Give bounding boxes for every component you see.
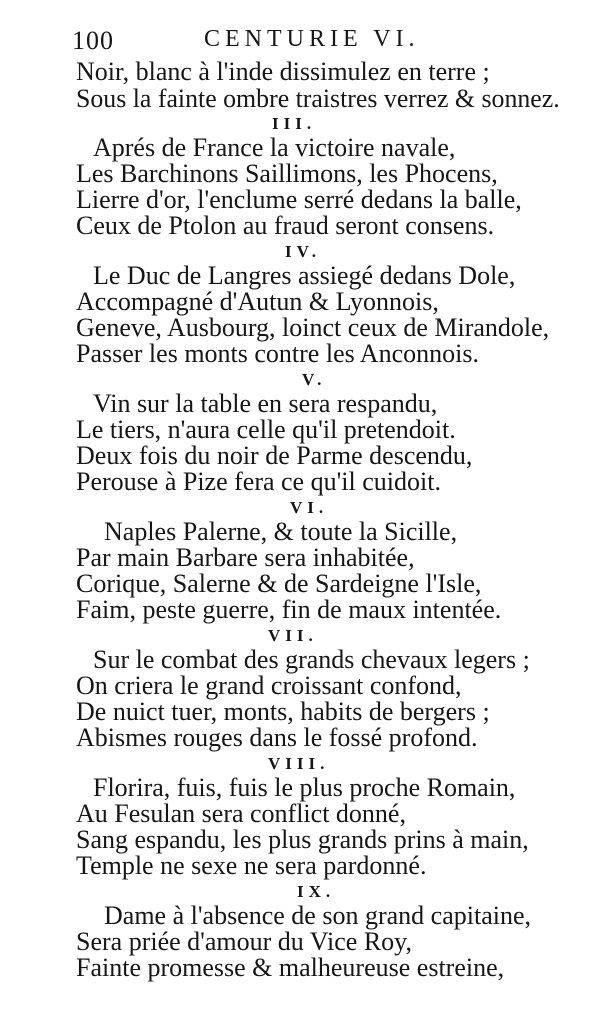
quatrain-numeral: VII. — [268, 626, 318, 645]
quatrain-numeral: III. — [272, 114, 317, 133]
verse-line: Lierre d'or, l'enclume serré dedans la balle, — [76, 185, 522, 214]
quatrain-numeral: VI. — [290, 498, 329, 517]
quatrain-numeral: V. — [302, 370, 327, 389]
verse-line: Sur le combat des grands chevaux legers ; — [93, 645, 530, 674]
verse-line: On criera le grand croissant confond, — [76, 671, 462, 700]
verse-line: Fainte promesse & malheureuse estreine, — [76, 953, 505, 982]
verse-line: Sang espandu, les plus grands prins à main, — [76, 825, 529, 854]
verse-line: Aprés de France la victoire navale, — [93, 133, 456, 162]
verse-line: Sera priée d'amour du Vice Roy, — [76, 927, 412, 956]
running-title: CENTURIE VI. — [204, 26, 420, 52]
verse-line: Geneve, Ausbourg, loinct ceux de Mirandole, — [76, 313, 550, 342]
verse-line: Dame à l'absence de son grand capitaine, — [104, 901, 531, 930]
verse-line: Corique, Salerne & de Sardeigne l'Isle, — [76, 569, 482, 598]
quatrain-numeral: VIII. — [268, 754, 330, 773]
verse-line: Vin sur la table en sera respandu, — [93, 389, 438, 418]
verse-line: Abismes rouges dans le fossé profond. — [76, 723, 478, 752]
verse-line: Par main Barbare sera inhabitée, — [76, 543, 415, 572]
verse-line: Florira, fuis, fuis le plus proche Romain, — [93, 773, 516, 802]
verse-line: Deux fois du noir de Parme descendu, — [76, 441, 473, 470]
verse-line: Accompagné d'Autun & Lyonnois, — [76, 287, 439, 316]
page-number: 100 — [72, 26, 114, 55]
quatrain-numeral: IV. — [285, 242, 321, 261]
verse-line: De nuict tuer, monts, habits de bergers ; — [76, 697, 490, 726]
quatrain-numeral: IX. — [297, 882, 336, 901]
verse-line: Ceux de Ptolon au fraud seront consens. — [76, 211, 495, 240]
verse-line: Sous la fainte ombre traistres verrez & sonnez. — [76, 84, 560, 113]
verse-line: Noir, blanc à l'inde dissimulez en terre ; — [76, 57, 490, 86]
verse-line: Les Barchinons Saillimons, les Phocens, — [76, 159, 498, 188]
verse-line: Au Fesulan sera conflict donné, — [76, 799, 406, 828]
verse-line: Naples Palerne, & toute la Sicille, — [104, 517, 458, 546]
verse-line: Temple ne sexe ne sera pardonné. — [76, 851, 427, 880]
verse-line: Passer les monts contre les Anconnois. — [76, 339, 479, 368]
verse-line: Faim, peste guerre, fin de maux intentée. — [76, 595, 502, 624]
verse-line: Le tiers, n'aura celle qu'il pretendoit. — [76, 415, 456, 444]
verse-line: Le Duc de Langres assiegé dedans Dole, — [93, 261, 516, 290]
verse-line: Perouse à Pize fera ce qu'il cuidoit. — [76, 467, 441, 496]
page-header — [72, 26, 532, 56]
